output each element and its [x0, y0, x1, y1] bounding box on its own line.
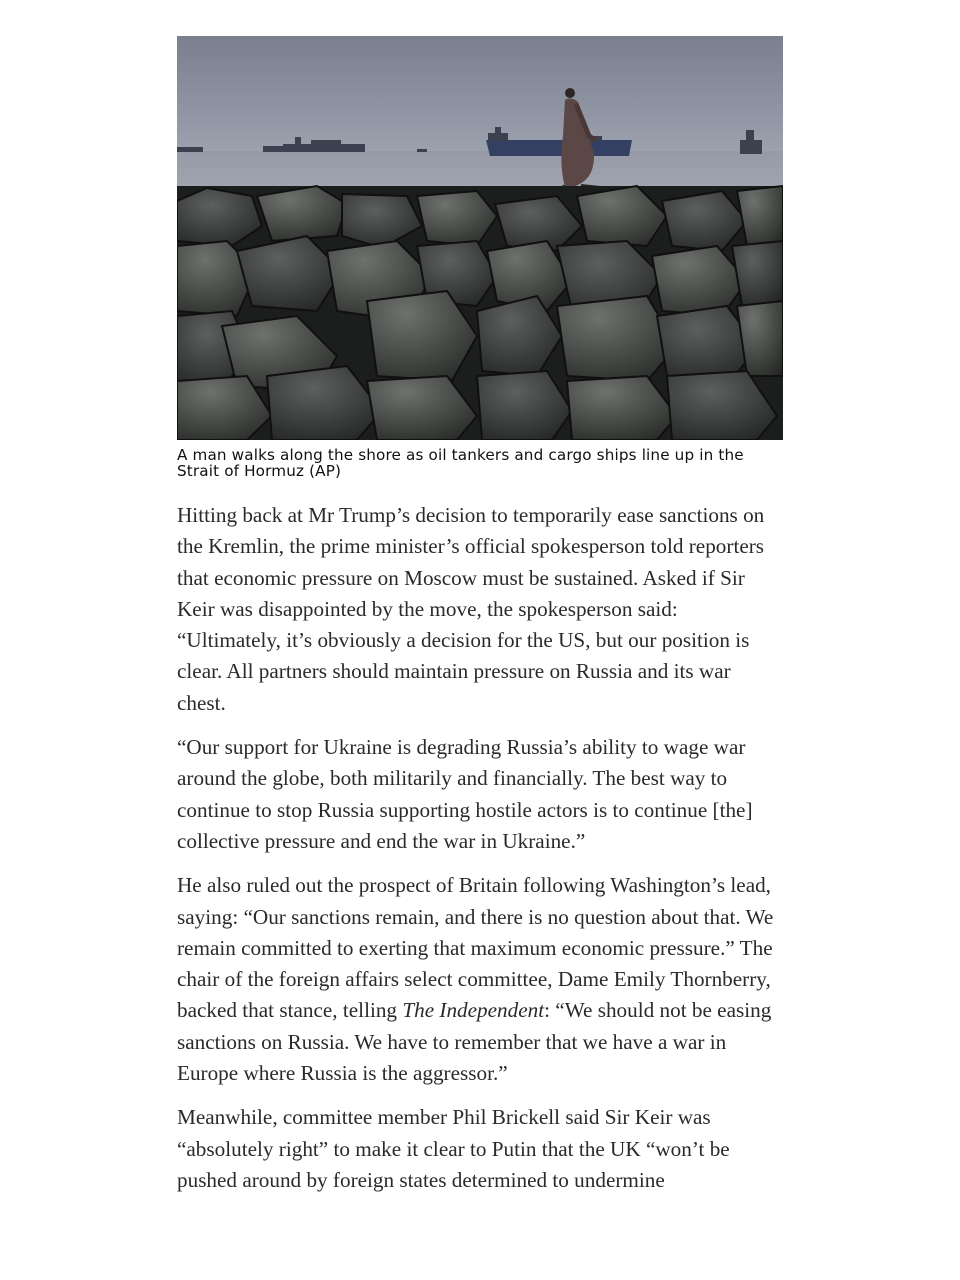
paragraph-text: He also ruled out the prospect of Britain following Washington’s lead, saying: “Our sanctions remain, and there is no question about that. We remain committed to exerting that maximum economic pressure.” The chair of the foreign affairs select committee, Dame Emily Thornberry, backed that stance, telling	[177, 873, 774, 1023]
paragraph: “Our support for Ukraine is degrading Russia’s ability to wage war around the globe, both militarily and financially. The best way to continue to stop Russia supporting hostile actors is to continue [the] collective pressure and end the war in Ukraine.”	[177, 735, 753, 853]
article-photo	[177, 36, 783, 440]
paragraph	[177, 870, 783, 1089]
paragraph: Hitting back at Mr Trump’s decision to temporarily ease sanctions on the Kremlin, the prime minister’s official spokesperson told reporters that economic pressure on Moscow must be sustained. Asked if Sir Keir was disappointed by the move, the spokesperson said: “Ultimately, it’s obviously a decision for the US, but our position is clear. All partners should maintain pressure on Russia and its war chest.	[177, 503, 765, 715]
article-body	[177, 500, 783, 1196]
paragraph: Meanwhile, committee member Phil Brickell said Sir Keir was “absolutely right” to make it clear to Putin that the UK “won’t be pushed around by foreign states determined to undermine	[177, 1105, 730, 1192]
publication-name: The Independent	[402, 998, 545, 1023]
sky	[177, 36, 783, 151]
photo-caption: A man walks along the shore as oil tankers and cargo ships line up in the Strait of Hormuz (AP)	[177, 446, 744, 480]
article	[177, 36, 783, 1209]
article-figure	[177, 36, 783, 479]
paragraph-text: : “We should not be easing sanctions on Russia. We have to remember that we have a war in Europe where Russia is the aggressor.”	[177, 998, 772, 1086]
